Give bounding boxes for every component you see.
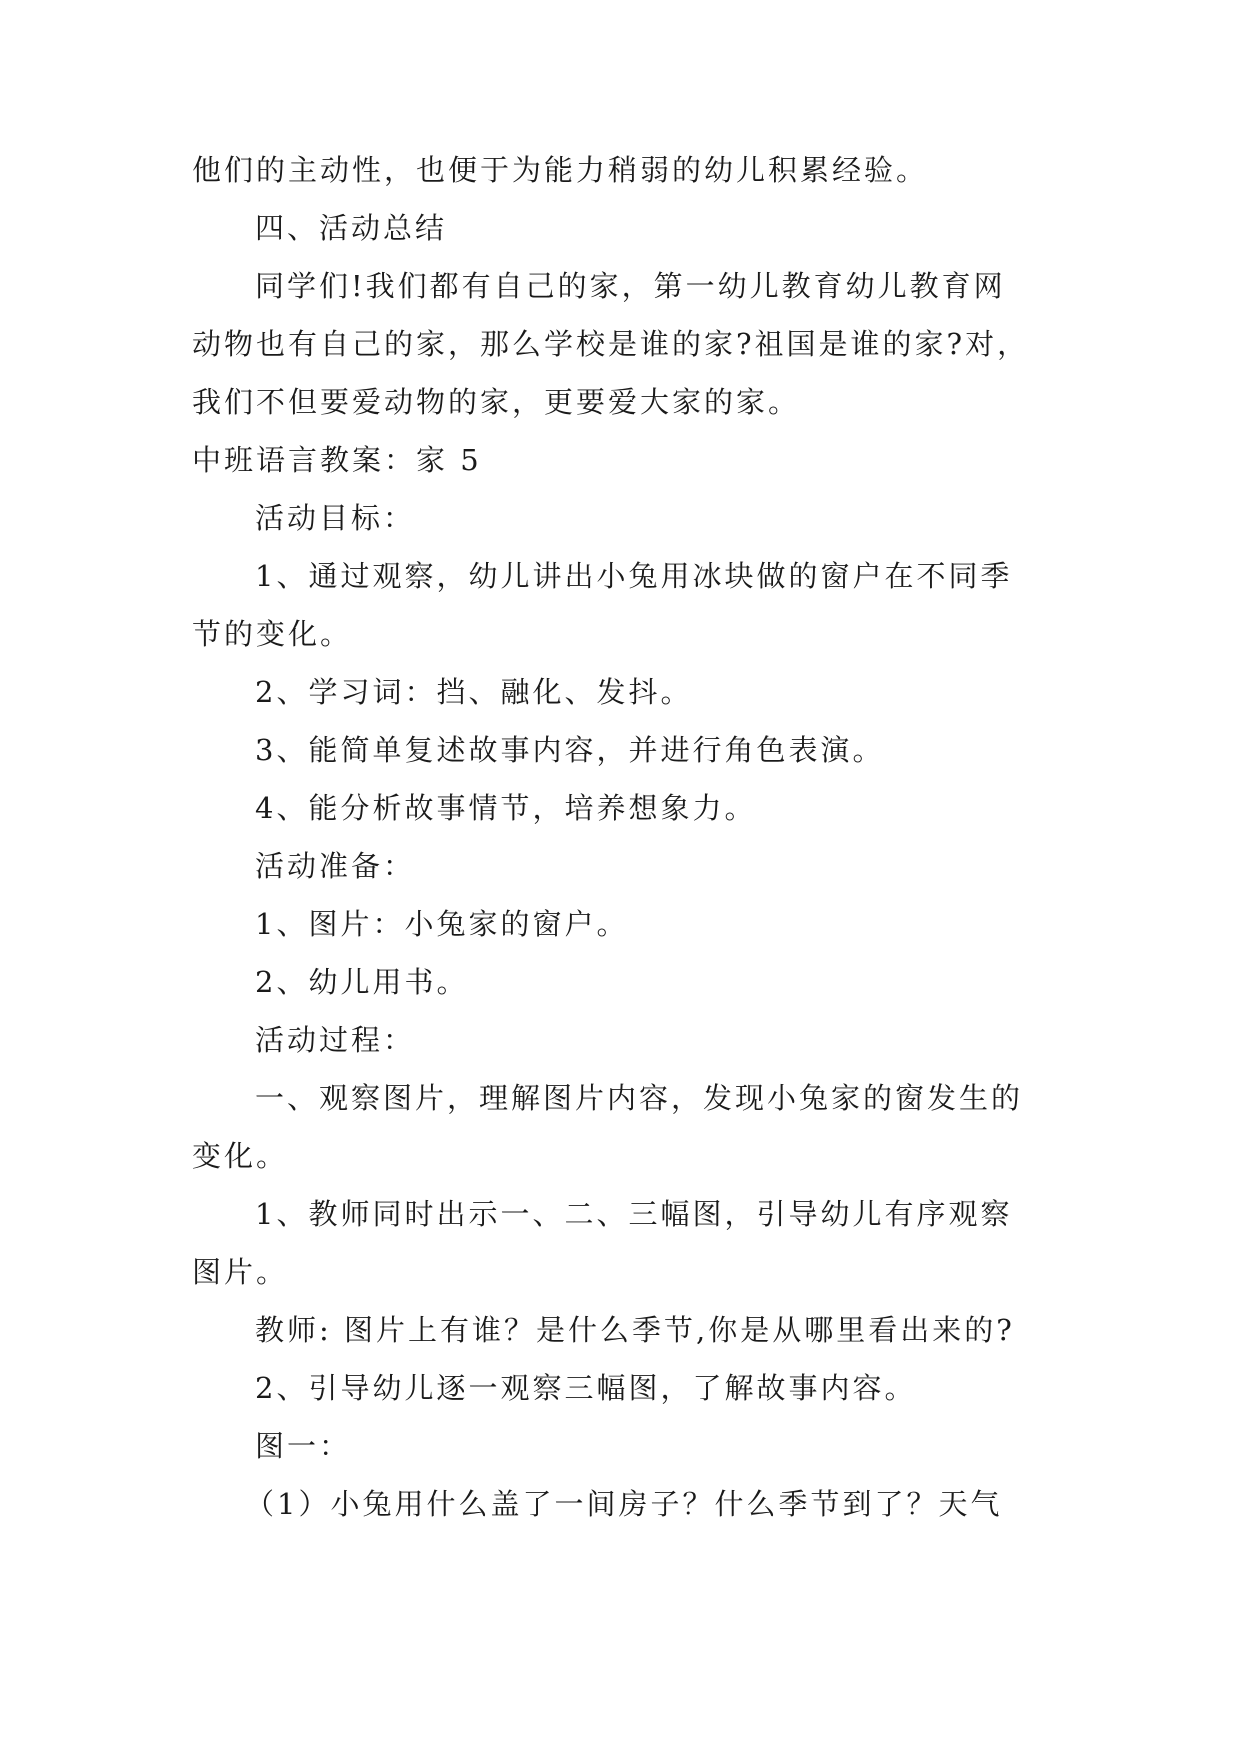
paragraph-line: 我们不但要爱动物的家，更要爱大家的家。: [192, 385, 801, 419]
paragraph-line: 动物也有自己的家，那么学校是谁的家?祖国是谁的家?对，: [192, 327, 1030, 361]
paragraph-line: 图片。: [192, 1255, 289, 1289]
paragraph-line: 变化。: [192, 1139, 289, 1173]
paragraph-line: 他们的主动性，也便于为能力稍弱的幼儿积累经验。: [192, 153, 929, 187]
paragraph-line: 同学们!我们都有自己的家，第一幼儿教育幼儿教育网: [255, 269, 1006, 303]
paragraph-line: 教师: 图片上有谁？是什么季节,你是从哪里看出来的?: [255, 1313, 1015, 1347]
list-item: （1）小兔用什么盖了一间房子？什么季节到了？天气: [245, 1487, 1003, 1521]
list-item: 1、通过观察，幼儿讲出小兔用冰块做的窗户在不同季: [255, 559, 1013, 593]
list-item: 一、观察图片，理解图片内容，发现小兔家的窗发生的: [255, 1081, 1024, 1115]
list-item: 2、引导幼儿逐一观察三幅图，了解故事内容。: [255, 1371, 917, 1405]
list-item: 1、教师同时出示一、二、三幅图，引导幼儿有序观察: [255, 1197, 1013, 1231]
list-item: 2、幼儿用书。: [255, 965, 469, 999]
document-title: 中班语言教案：家 5: [192, 443, 482, 477]
list-item: 4、能分析故事情节，培养想象力。: [255, 791, 757, 825]
section-heading: 四、活动总结: [255, 211, 448, 245]
list-item: 2、学习词：挡、融化、发抖。: [255, 675, 693, 709]
section-heading: 活动过程：: [255, 1023, 416, 1057]
list-item: 1、图片：小兔家的窗户。: [255, 907, 629, 941]
section-heading: 活动目标：: [255, 501, 416, 535]
section-heading: 图一：: [255, 1429, 352, 1463]
list-item: 3、能简单复述故事内容，并进行角色表演。: [255, 733, 885, 767]
section-heading: 活动准备：: [255, 849, 416, 883]
paragraph-line: 节的变化。: [192, 617, 353, 651]
